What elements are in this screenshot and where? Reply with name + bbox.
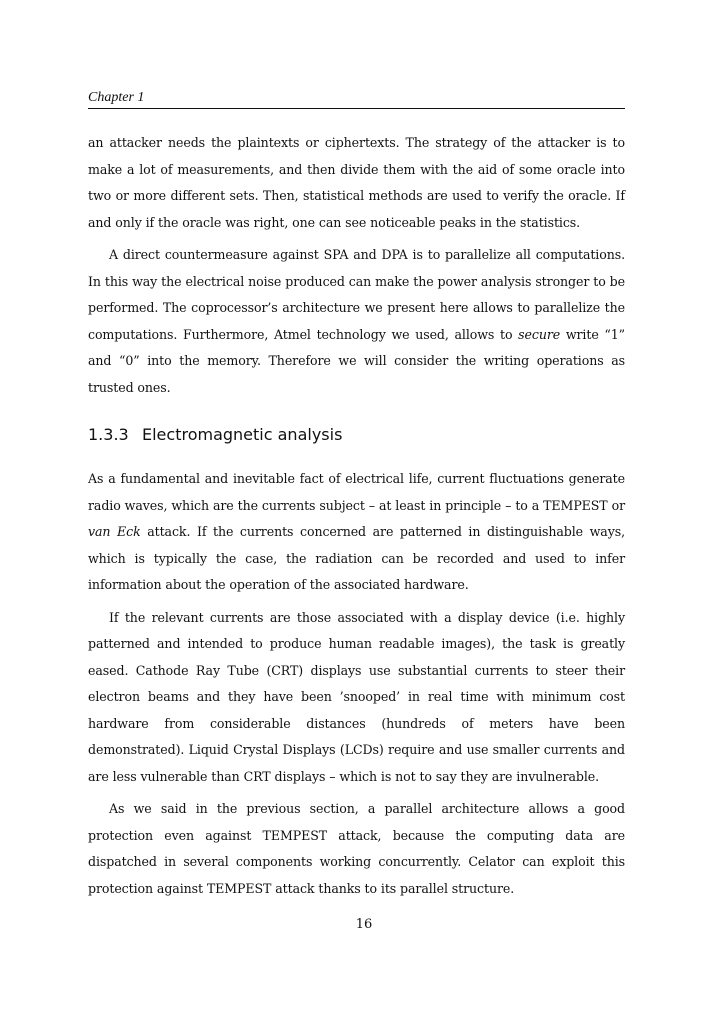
paragraph-display-devices: If the relevant currents are those associated with a display device (i.e. highly patterned and intended to produce human readable images), the task is greatly eased. Cathode Ray Tube (CRT) displays use substantial currents to steer their electron beams and they have been ’snooped’ in real time with minimum cost hardware from considerable distances (hundreds of meters have been demonstrated). Liquid Crystal Displays (LCDs) require and use smaller currents and are less vulnerable than CRT displays – which is not to say they are invulnerable. — [88, 609, 625, 784]
section-number: 1.3.3 — [88, 425, 129, 444]
paragraph-countermeasure-part-b: write “1” and “0” into the memory. Therefore we will consider the writing operations as trusted ones. — [88, 326, 625, 395]
section-title: Electromagnetic analysis — [142, 425, 343, 444]
paragraph-countermeasure — [88, 242, 625, 401]
paragraph-current-fluctuations — [88, 466, 625, 599]
header-rule — [88, 108, 625, 109]
paragraph-attacker-strategy: an attacker needs the plaintexts or ciphertexts. The strategy of the attacker is to make a lot of measurements, and then divide them with the aid of some oracle into two or more different sets. Then, statistical methods are used to verify the oracle. If and only if the oracle was right, one can see noticeable peaks in the statistics. — [88, 135, 625, 230]
text-block-after-section — [88, 466, 625, 902]
paragraph-current-fluctuations-part-a: As a fundamental and inevitable fact of electrical life, current fluctuations generate radio waves, which are the currents subject – at least in principle – to a TEMPEST or — [88, 471, 625, 513]
paragraph-countermeasure-part-a: A direct countermeasure against SPA and DPA is to parallelize all computations. In this way the electrical noise produced can make the power analysis stronger to be performed. The coprocessor’s architecture we present here allows to parallelize the computations. Furthermore, Atmel technology we used, allows to — [88, 247, 625, 342]
running-head: Chapter 1 — [88, 90, 145, 105]
emphasis-secure: secure — [518, 326, 561, 342]
section-heading — [88, 424, 342, 446]
emphasis-van-eck: van Eck — [88, 524, 141, 539]
paragraph-current-fluctuations-part-b: attack. If the currents concerned are patterned in distinguishable ways, which is typically the case, the radiation can be recorded and used to infer information about the operation of the associated hardware. — [88, 524, 625, 592]
text-block-before-section — [88, 130, 625, 401]
page-number: 16 — [355, 917, 373, 932]
paragraph-parallel-architecture: As we said in the previous section, a parallel architecture allows a good protection even against TEMPEST attack, because the computing data are dispatched in several components working concurrently. Celator can exploit this protection against TEMPEST attack thanks to its parallel structure. — [88, 801, 625, 896]
